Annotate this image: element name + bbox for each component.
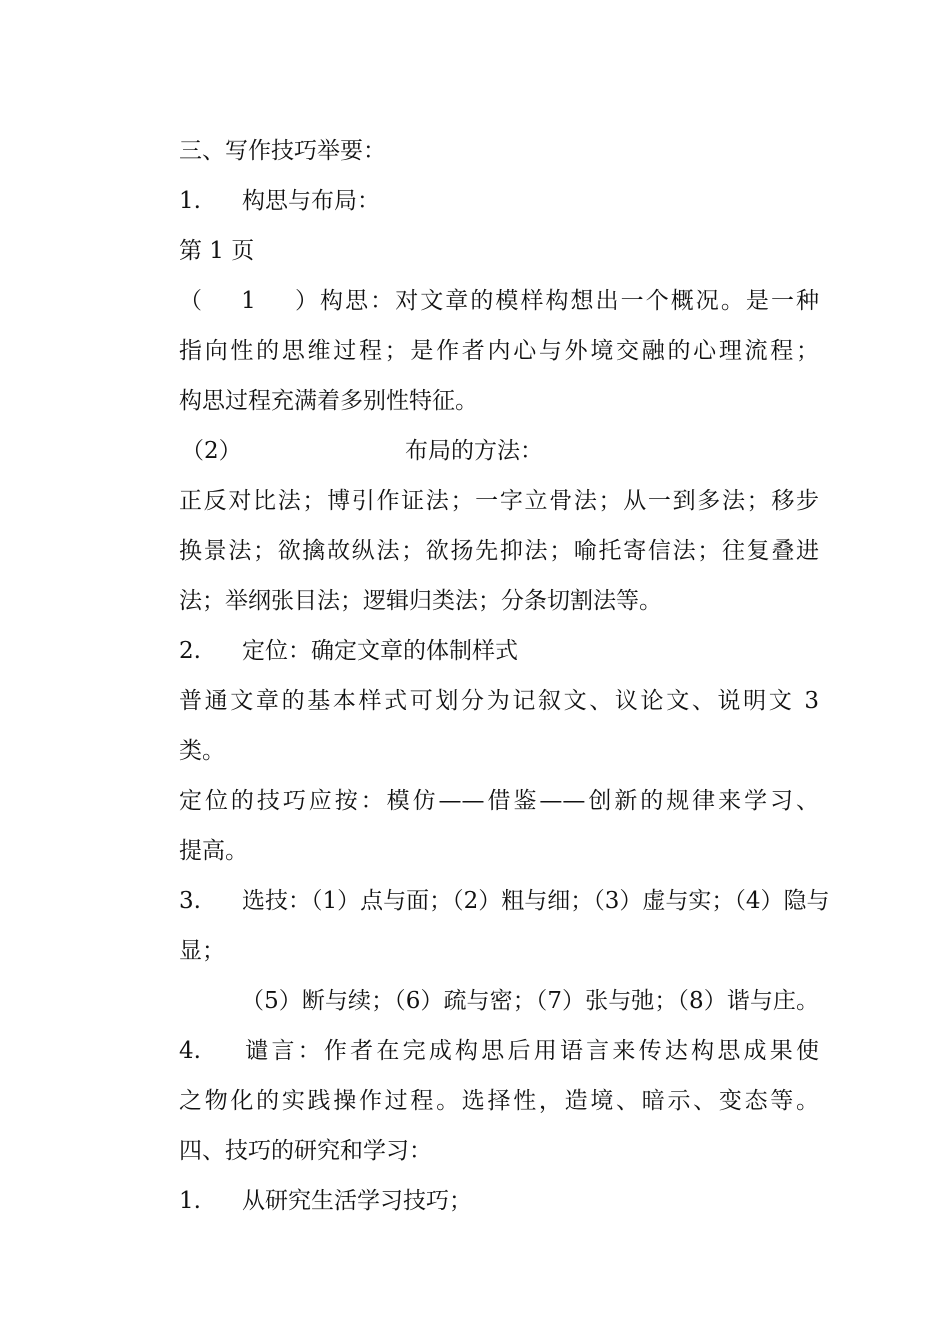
item-number: 3. bbox=[179, 888, 201, 914]
item-4-heading bbox=[179, 1026, 819, 1076]
item-text: 选技：（1）点与面；（2）粗与细；（3）虚与实；（4）隐与 bbox=[242, 888, 830, 914]
item-number: 4. bbox=[179, 1038, 201, 1064]
item-1-heading bbox=[179, 176, 819, 226]
paragraph-line: 之物化的实践操作过程。选择性，造境、暗示、变态等。 bbox=[179, 1088, 819, 1114]
sub-item-text: 布局的方法： bbox=[405, 438, 543, 464]
sub-item-heading bbox=[179, 426, 819, 476]
item-2-heading bbox=[179, 626, 819, 676]
paragraph-line: 提高。 bbox=[179, 838, 248, 864]
paragraph-line: 普通文章的基本样式可划分为记叙文、议论文、说明文 3 bbox=[179, 688, 819, 714]
paragraph-line: 换景法；欲擒故纵法；欲扬先抑法；喻托寄信法；往复叠进 bbox=[179, 538, 819, 564]
item-text: 从研究生活学习技巧； bbox=[242, 1188, 472, 1214]
item-text: 定位：确定文章的体制样式 bbox=[242, 638, 518, 664]
paragraph-line: 法；举纲张目法；逻辑归类法；分条切割法等。 bbox=[179, 588, 662, 614]
item-3-heading bbox=[179, 876, 830, 926]
item-1-heading bbox=[179, 1176, 819, 1226]
page-marker: 第 1 页 bbox=[179, 238, 255, 264]
paragraph-line bbox=[179, 276, 819, 326]
section-heading-4: 四、技巧的研究和学习： bbox=[179, 1138, 432, 1164]
item-number: 2. bbox=[179, 638, 201, 664]
section-heading-3: 三、写作技巧举要： bbox=[179, 138, 386, 164]
paragraph-line: 指向性的思维过程；是作者内心与外境交融的心理流程； bbox=[179, 338, 819, 364]
sub-item-number: （1） bbox=[179, 288, 318, 314]
sub-item-number: （2） bbox=[181, 438, 242, 464]
item-number: 1. bbox=[179, 1188, 201, 1214]
paragraph-line: 显； bbox=[179, 938, 225, 964]
document-page bbox=[179, 126, 830, 1226]
paragraph-text: 构思：对文章的模样构想出一个概况。是一种 bbox=[318, 288, 819, 314]
paragraph-line: 正反对比法；博引作证法；一字立骨法；从一到多法；移步 bbox=[179, 488, 819, 514]
paragraph-line: （5）断与续；（6）疏与密；（7）张与弛；（8）谐与庄。 bbox=[241, 988, 819, 1014]
item-text: 谴言：作者在完成构思后用语言来传达构思成果使 bbox=[242, 1038, 819, 1064]
paragraph-line: 定位的技巧应按：模仿——借鉴——创新的规律来学习、 bbox=[179, 788, 819, 814]
paragraph-line: 构思过程充满着多别性特征。 bbox=[179, 388, 478, 414]
item-text: 构思与布局： bbox=[242, 188, 380, 214]
paragraph-line: 类。 bbox=[179, 738, 225, 764]
item-number: 1. bbox=[179, 188, 201, 214]
